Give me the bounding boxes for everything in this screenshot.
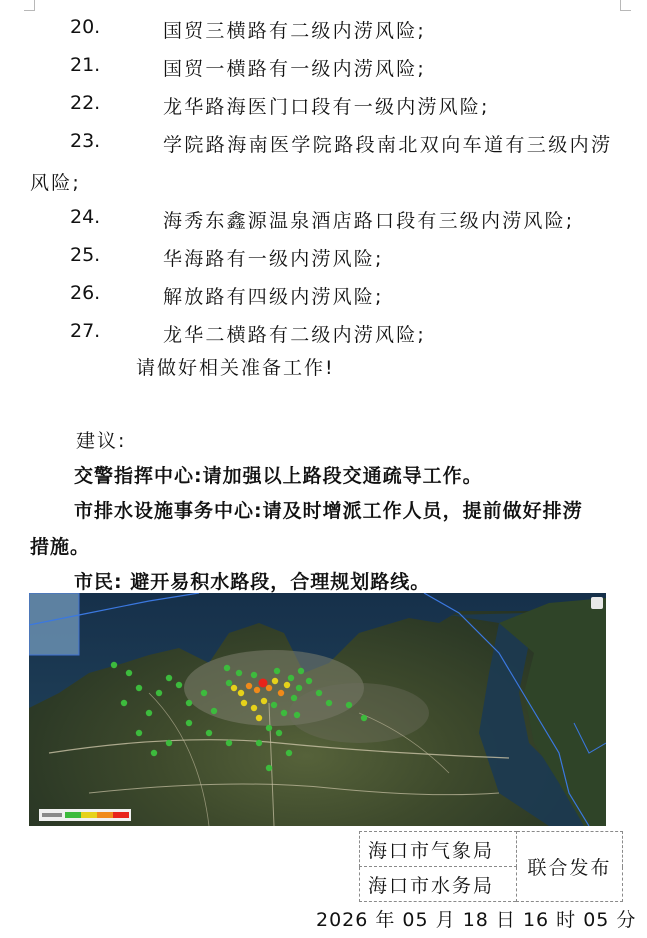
risk-point-marker [156, 690, 162, 696]
risk-text: 解放路有四级内涝风险; [163, 286, 384, 308]
risk-point-marker [266, 725, 272, 731]
map-graphic [29, 593, 606, 826]
risk-point-marker [271, 702, 277, 708]
risk-point-marker [251, 705, 257, 711]
risk-point-marker [272, 678, 278, 684]
risk-item [0, 46, 647, 84]
legend-label-bar [42, 813, 62, 817]
fullscreen-icon[interactable] [591, 597, 603, 609]
risk-point-marker [201, 690, 207, 696]
legend-swatch-mid [81, 812, 97, 818]
risk-point-marker [226, 740, 232, 746]
risk-point-marker [256, 740, 262, 746]
suggestion-drainage-continued: 措施。 [30, 536, 91, 558]
risk-text: 华海路有一级内涝风险; [163, 248, 384, 270]
risk-text: 学院路海南医学院路段南北双向车道有三级内涝 [163, 134, 613, 156]
risk-point-marker [136, 730, 142, 736]
joint-release-label: 联合发布 [517, 832, 623, 902]
risk-point-marker [246, 683, 252, 689]
suggestion-citizens [74, 567, 430, 594]
risk-point-marker [226, 680, 232, 686]
risk-point-marker [274, 668, 280, 674]
risk-item [0, 312, 647, 350]
risk-point-marker [296, 685, 302, 691]
risk-point-marker [306, 678, 312, 684]
suggestion-drainage [74, 496, 583, 523]
risk-point-marker [176, 682, 182, 688]
suggestion-traffic-police [74, 461, 483, 488]
risk-point-marker [281, 710, 287, 716]
waterlogging-risk-map [29, 593, 606, 826]
risk-point-marker [291, 695, 297, 701]
risk-point-marker [251, 672, 257, 678]
risk-point-marker [276, 730, 282, 736]
risk-text: 国贸三横路有二级内涝风险; [163, 20, 427, 42]
suggestions-title: 建议: [76, 430, 127, 452]
risk-point-marker [224, 665, 230, 671]
risk-point-marker [361, 715, 367, 721]
risk-point-marker [288, 675, 294, 681]
risk-text-continued: 风险; [30, 172, 82, 194]
risk-point-marker [259, 679, 268, 688]
risk-point-marker [254, 687, 260, 693]
risk-point-marker [294, 712, 300, 718]
risk-text: 龙华路海医门口段有一级内涝风险; [163, 96, 490, 118]
risk-number: 25. [70, 244, 101, 266]
risk-text: 龙华二横路有二级内涝风险; [163, 324, 427, 346]
risk-number: 20. [70, 16, 101, 38]
suggestion-label: 交警指挥中心: [74, 465, 203, 487]
risk-point-marker [284, 682, 290, 688]
risk-point-marker [166, 675, 172, 681]
risk-number: 21. [70, 54, 101, 76]
risk-point-marker [186, 720, 192, 726]
legend-swatch-low [65, 812, 81, 818]
risk-point-marker [186, 700, 192, 706]
issuer-water-bureau: 海口市水务局 [360, 867, 517, 902]
issuer-table [359, 831, 623, 902]
risk-point-marker [298, 668, 304, 674]
legend-swatch-severe [113, 812, 129, 818]
risk-point-marker [316, 690, 322, 696]
risk-point-marker [136, 685, 142, 691]
risk-point-marker [278, 690, 284, 696]
road [149, 693, 209, 826]
risk-point-marker [256, 715, 262, 721]
suggestion-label: 市民: [74, 571, 123, 593]
suggestion-text: 请加强以上路段交通疏导工作。 [202, 465, 483, 487]
risk-point-marker [231, 685, 237, 691]
risk-point-marker [121, 700, 127, 706]
risk-point-marker [261, 698, 267, 704]
legend-swatch-high [97, 812, 113, 818]
issuer-meteorological-bureau: 海口市气象局 [360, 832, 517, 867]
risk-point-marker [326, 700, 332, 706]
suggestion-text: 请及时增派工作人员，提前做好排涝 [262, 500, 583, 522]
risk-item [0, 84, 647, 122]
risk-item [0, 236, 647, 274]
risk-point-marker [146, 710, 152, 716]
risk-point-marker [346, 702, 352, 708]
risk-number: 26. [70, 282, 101, 304]
risk-point-marker [126, 670, 132, 676]
risk-point-marker [266, 765, 272, 771]
risk-point-marker [266, 685, 272, 691]
suggestion-text: 避开易积水路段，合理规划路线。 [122, 571, 431, 593]
risk-item [0, 8, 647, 46]
risk-item [0, 274, 647, 312]
risk-point-marker [206, 730, 212, 736]
risk-text: 海秀东鑫源温泉酒店路口段有三级内涝风险; [163, 210, 575, 232]
road [49, 740, 509, 758]
risk-item [0, 122, 647, 194]
risk-point-marker [111, 662, 117, 668]
risk-number: 24. [70, 206, 101, 228]
risk-point-marker [241, 700, 247, 706]
risk-point-marker [286, 750, 292, 756]
risk-number: 23. [70, 130, 101, 152]
risk-number: 22. [70, 92, 101, 114]
risk-point-marker [236, 670, 242, 676]
suggestion-label: 市排水设施事务中心: [74, 500, 263, 522]
risk-text: 国贸一横路有一级内涝风险; [163, 58, 427, 80]
risk-point-marker [151, 750, 157, 756]
risk-item [0, 198, 647, 236]
risk-number: 27. [70, 320, 101, 342]
risk-point-marker [211, 708, 217, 714]
issue-date: 2026 年 05 月 18 日 16 时 05 分 [316, 909, 637, 931]
road [89, 784, 499, 795]
risk-point-marker [166, 740, 172, 746]
risk-point-marker [238, 690, 244, 696]
closing-remark: 请做好相关准备工作! [136, 357, 335, 379]
